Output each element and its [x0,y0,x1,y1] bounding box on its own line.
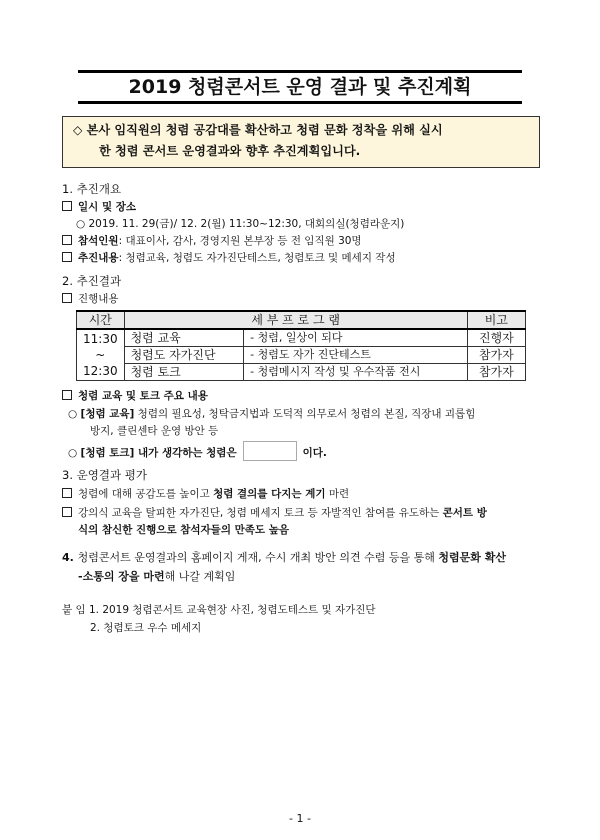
s2-edu-label: [청렴 교육] [80,408,135,420]
bullet-icon: ○ [68,447,78,459]
table-header-row [77,311,526,329]
s4-line2-b: 해 나갈 계획임 [164,570,236,583]
s2-sub-label: 진행내용 [78,293,119,305]
s1-item-attendees [62,233,362,248]
program-note: 진행자 [467,329,525,347]
summary-line-2: 한 청렴 콘서트 운영결과와 향후 추진계획입니다. [99,144,361,158]
s1-item-contents [62,250,396,265]
table-row [77,329,526,347]
program-name: 청렴도 자가진단 [124,347,244,364]
checkbox-icon [62,252,72,262]
col-program: 세 부 프 로 그 램 [124,311,467,329]
program-name: 청렴 교육 [124,329,244,347]
program-table [76,310,526,381]
checkbox-icon [62,201,72,211]
blank-answer-box [243,441,297,461]
s2-talk-label: [청렴 토크] 내가 생각하는 청렴은 [80,447,237,459]
s2-talk-heading: 청렴 교육 및 토크 주요 내용 [78,390,208,402]
section-2-heading: 2. 추진결과 [62,274,122,288]
program-content: - 청렴도 자가 진단테스트 [244,347,468,364]
program-note: 참가자 [467,364,525,381]
s1-schedule-label: 일시 및 장소 [78,201,137,213]
s2-talk-line [68,441,327,461]
s2-edu-text-1: 청렴의 필요성, 청탁금지법과 도덕적 의무로서 청렴의 본질, 직장내 괴롭힘 [134,408,476,420]
section-1-heading: 1. 추진개요 [62,182,122,196]
program-note: 참가자 [467,347,525,364]
checkbox-icon [62,235,72,245]
s3-p1-a: 청렴에 대해 공감도를 높이고 [78,488,214,500]
page-title: 2019 청렴콘서트 운영 결과 및 추진계획 [78,70,522,104]
program-content: - 청렴, 일상이 되다 [244,329,468,347]
s3-p2-b: 콘서트 방 [442,507,487,519]
s2-edu-line-1 [68,406,475,421]
checkbox-icon [62,507,72,517]
time-end: 12:30 [83,364,118,378]
section-4-line-1 [62,549,506,565]
bullet-icon: ○ [68,408,78,420]
summary-box [62,116,540,168]
table-row [77,364,526,381]
s1-item-schedule [62,199,136,214]
s3-p2-c: 식의 참신한 진행으로 참석자들의 만족도 높음 [78,524,289,536]
s3-p1-c: 마련 [325,488,350,500]
section-3-heading: 3. 운영결과 평가 [62,468,147,482]
s3-p1-b: 청렴 결의를 다지는 계기 [213,488,326,500]
s3-point-2 [62,505,487,520]
program-name: 청렴 토크 [124,364,244,381]
s2-sub-progress [62,291,119,306]
s1-contents-label: 추진내용 [78,252,119,264]
s2-talk-end: 이다. [302,447,327,459]
program-content: - 청렴메시지 작성 및 우수작품 전시 [244,364,468,381]
checkbox-icon [62,293,72,303]
s2-talk-heading-item [62,388,208,403]
time-sep: ~ [95,348,106,362]
s1-attendees-text: : 대표이사, 감사, 경영지원 본부장 등 전 임직원 30명 [118,235,362,247]
attachment-line-2: 2. 청렴토크 우수 메세지 [90,622,202,634]
section-4-line-2 [78,568,235,584]
checkbox-icon [62,390,72,400]
col-note: 비고 [467,311,525,329]
s3-point-1 [62,486,349,501]
summary-line-1: ◇ 본사 임직원의 청렴 공감대를 확산하고 청렴 문화 정착을 위해 실시 [73,123,443,137]
s4-text-a: 청렴콘서트 운영결과의 홈페이지 게재, 수시 개최 방안 의견 수렴 등을 통해 [77,551,439,564]
time-start: 11:30 [83,332,118,346]
s2-edu-line-2: 방지, 클린센타 운영 방안 등 [90,425,219,437]
s1-attendees-label: 참석인원 [78,235,119,247]
col-time: 시간 [77,311,125,329]
page-number: - 1 - [289,812,311,825]
s1-contents-text: : 청렴교육, 청렴도 자가진단테스트, 청렴토크 및 메세지 작성 [118,252,396,264]
checkbox-icon [62,488,72,498]
time-cell [77,329,125,381]
s4-number: 4. [62,551,78,564]
s1-schedule-detail: ○ 2019. 11. 29(금)/ 12. 2(월) 11:30~12:30, 대회의실(청렴라운지) [76,218,405,230]
s4-text-b: 청렴문화 확산 [438,551,507,564]
attachment-line-1: 붙 임 1. 2019 청렴콘서트 교육현장 사진, 청렴도테스트 및 자가진단 [62,604,376,616]
s3-p2-a: 강의식 교육을 탈피한 자가진단, 청렴 메세지 토크 등 자발적인 참여를 유도하는 [78,507,443,519]
table-row [77,347,526,364]
s4-line2-a: -소통의 장을 마련 [78,570,165,583]
